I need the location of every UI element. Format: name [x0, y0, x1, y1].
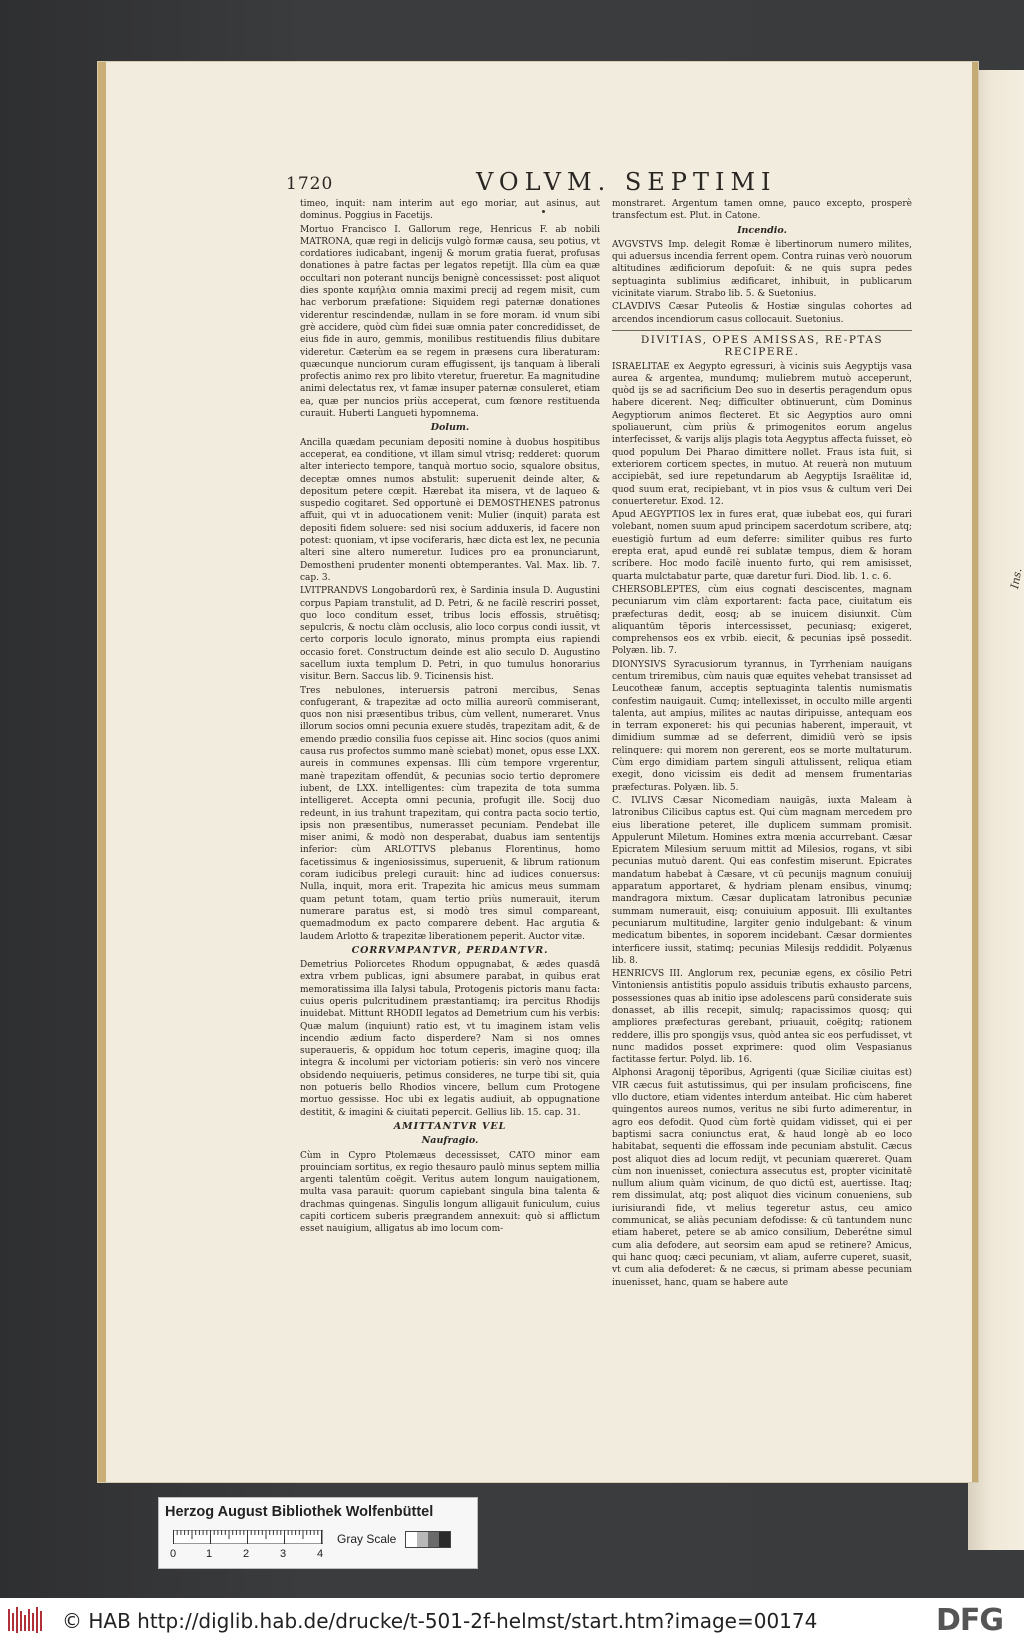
paragraph: AVGVSTVS Imp. delegit Romæ è libertinorum numero milites, qui aduersus incendia ferrent opem. Contra ruinas verò nouorum altitudines ædificiorum depoſuit: & ne quis supra pedes septuaginta sublimius ædificaret, inhibuit, in publicarum vicinitate viarum. Strabo lib. 5. & Suetonius. — [612, 239, 912, 300]
ruler-scale — [173, 1530, 323, 1544]
paragraph: Demetrius Poliorcetes Rhodum oppugnabat, & ædes quasdā extra vrbem publicas, igni absumere parabat, in quibus erat memoratissima illa Ialysi tabula, Protogenis pictoris manu facta: cuius operis pulcritudinem præstantiamq; ira percitus Rhodijs inuidebat. Mittunt RHODII legatos ad Demetrium cum his verbis: Quæ malum (inquiunt) ratio est, vt tu imaginem istam velis incendio ædium facto disperdere? Nam si nos omnes superaueris, & oppidum hoc totum ceperis, imagine quoq; illa integra & incolumi per victoriam potieris: sin verò nos vincere obsidendo nequiueris, petimus consideres, ne turpe tibi sit, quia non potueris bello Rhodios vincere, bellum cum Protogene mortuo gessisse. Hoc ubi ex legatis audiuit, ab oppugnatione destitit, & imagini & ciuitati pepercit. Gellius lib. 15. cap. 31. — [300, 960, 600, 1118]
gray-swatch — [417, 1532, 428, 1547]
section-heading: Incendio. — [737, 224, 787, 236]
margin-annotation: Ins. — [1008, 567, 1024, 590]
running-head — [286, 168, 846, 198]
gray-swatch — [406, 1532, 417, 1547]
gray-scale-label: Gray Scale — [337, 1532, 397, 1546]
paragraph: monstraret. Argentum tamen omne, pauco excepto, prosperè transfectum est. Plut. in Catone. — [612, 199, 912, 222]
section-heading: Dolum. — [430, 422, 470, 434]
paragraph: timeo, inquit: nam interim aut ego moriar, aut asinus, aut dominus. Poggius in Facetijs. — [300, 199, 600, 222]
paragraph: Mortuo Francisco I. Gallorum rege, Henricus F. ab nobili MATRONA, quæ regi in delicijs vulgò formæ causa, seu potius, vt cordatiores iudicabant, ingenij & morum gratia fuerat, profusas donationes à patre factas per legatos repetijt. Illa cùm ea quæ occultari non poterant nuncijs benignè concessisset: post aliquot dies sponte καμήλια omnia maximi precij ad regem misit, cum hac verborum præfatione: Siquidem regi paternæ donationes viderentur rescindendæ, nullam in se fore moram. id vnum sibi grè accidere, quòd cùm fidei suæ omnia pater concredidisset, de eius fide in auro, gemmis, monilibus restituendis filius dubitare videretur. Cæterùm ea se regem in præsens cura liberaturam: quæcunque nunciorum curam effugissent, ijs tanquam à liberali profectis animo rex pro libito vteretur, frueretur. Ea magnitudine animi delectatus rex, vt famæ insuper paternæ consuleret, etiam ea, quæ per nuncios priùs acceperat, cum fœnore restituenda curauit. Huberti Langueti hypomnema. — [300, 224, 600, 420]
paragraph: ISRAELITAE ex Aegypto egressuri, à vicinis suis Aegyptijs vasa aurea & argentea, mundumq; muliebrem mutuò acceperunt, quòd ijs se ad sacrificium Deo suo in desertis peragendum opus habere dicerent. Neq; difficulter obtinuerunt, cùm Dominus Aegyptiorum animos flecteret. Et sic Aegyptios auro omni spoliauerunt, cùm priùs & primogenitos eorum angelus interfecisset, & varijs alijs plagis tota Aegyptus affecta fuisset, eò quod populum Dei Pharao dimittere nollet. Fraus ista fuit, si exteriorem corticem spectes, in mutuo. At reuerà non mutuum accipiebāt, sed iure repetundarum ab Aegyptijs Israëlitæ id, quod suum erat, recipiebant, vt in pios vsus & cultum veri Dei conuerteretur. Exod. 12. — [612, 361, 912, 507]
paragraph: CHERSOBLEPTES, cùm eius cognati desciscentes, magnam pecuniarum vim clàm exportarent: facta pace, ciuitatum eis præfecturas dedit, eosq; ab se inuicem disiunxit. Cùm aliquantūm tēporis intercessisset, pecuniasq; exigeret, comprehensos eos ex vrbib. eiecit, & pecunias ipsē possedit. Polyæn. lib. 7. — [612, 584, 912, 657]
scale-number: 4 — [317, 1548, 324, 1560]
left-column — [300, 198, 600, 1348]
paragraph: Alphonsi Aragonij tēporibus, Agrigenti (quæ Siciliæ ciuitas est) VIR cæcus fuit astutissimus, qui per insulam proficiscens, fine vllo ductore, etiam videntes interdum anteibat. Hic cùm haberet quingentos aureos numos, veritus ne sibi furto adimerentur, in agro eos defodit. Quod cùm fortè quidam vidisset, qui ei per baptismi sacra coniunctus erat, & haud longè ab eo loco habitabat, sequenti die effossam inde pecuniam abstulit. Cæcus post aliquot dies ad locum redijt, vt pecuniam quæreret. Quam cùm non inuenisset, coniectura assecutus est, propter vicinitatē nullum alium quàm vicinum, de quo dictū est, auertisse. Itaq; rem dissimulat, atq; post aliquot dies vicinum conueniens, sub iurisiurandi fide, vt melius tegeretur astus, ceu amico communicat, se aliàs pecuniam defodisse: & cū tantundem nunc etiam haberet, petere se ab amico consilium, Deberétne simul cum alia defodere, aut seorsim eam apud se retinere? Amicus, qui hanc quoq; cæci pecuniam, vt aliam, auferre cuperet, suasit, vt cum alia defoderet: & ne cæcus, si primam abesse pecuniam inuenisset, hanc, quam se habere aute — [612, 1068, 912, 1288]
paragraph: Cùm in Cypro Ptolemæus decessisset, CATO minor eam prouinciam sortitus, ex regio thesauro paulò minus septem millia argenti talentūm coëgit. Veritus autem longum nauigationem, multa vasa parauit: quorum capiebant singula bina talenta & drachmas quingenas. Singulis longum alligauit funiculum, cuius capiti corticem suberis prægrandem annexuit: quò si afflictum esset nauigium, alligatus ab imo locum com- — [300, 1150, 600, 1235]
hab-logo-icon — [8, 1607, 44, 1633]
paragraph: DIONYSIVS Syracusiorum tyrannus, in Tyrrheniam nauigans centum triremibus, cùm nauis quæ equites vehebat transisset ad Leucotheæ fanum, acceptis septuaginta talentis numismatis confestim nauigauit. Cumq; intellexisset, in occulto mille argenti talenta, aut ampius, milites ac nautas diripuisse, antequam eos in terram exponeret: his qui pecunias haberent, imperauit, vt dimidium summæ ad se deferrent, dimidiū verò se ipsis relinquere: qui morem non gererent, eos se morte multaturum. Cùm ergo dimidiam partem singuli attulissent, reliqua etiam exegit, dono vicissim eis dedit ad mensem frumentarias præfecturas. Polyæn. lib. 5. — [612, 659, 912, 793]
paragraph: Tres nebulones, interuersis patroni mercibus, Senas confugerant, & trapezitæ ad octo millia aureorū commiserant, quos non nisi præsentibus tribus, cùm vellent, numeraret. Vnus illorum socios omni pecunia exuere studēs, trapezitam adit, & de emendo prædio consilia fuos cepisse ait. Hinc socios (quos animi causa rus profectos summo manè sciebat) monet, opus esse LXX. aureis in communes expensas. Illi cùm tempore vrgerentur, manè trapezitam offendūt, & pecunias socio tertio depromere iubent, de LXX. intelligentes: cùm trapezita de tota summa intelligeret. Accepta omni pecunia, profugit ille. Socij duo redeunt, in ius trahunt trapezitam, qui contra pacta socio tertio, ipsis non præsentibus, numerasset pecuniam. Pendebat ille miser animi, & modò non desperabat, duabus iam sententijs inferior: cùm ARLOTTVS plebanus Florentinus, homo facetissimus & ingeniosissimus, superuenit, & librum rationum coram iudicibus prelegi curauit: hinc ad iudices conuersus: Nulla, inquit, mora erit. Trapezita hic amicus meus summam quam petunt totam, quam tertio priùs numerauit, iterum numerare paratus est, si modò tres simul compareant, quemadmodum ex pacto comparere debent. Hac argutia & laudem Arlotto & trapezitæ liberationem peperit. Auctor vitæ. — [300, 685, 600, 942]
right-column — [612, 198, 912, 1348]
footer-bar — [0, 1598, 1024, 1642]
card-title: Herzog August Bibliothek Wolfenbüttel — [165, 1504, 434, 1520]
source-url[interactable]: © HAB http://diglib.hab.de/drucke/t-501-2f-helmst/start.htm?image=00174 — [62, 1609, 818, 1633]
gray-swatch — [428, 1532, 439, 1547]
paragraph: CLAVDIVS Cæsar Puteolis & Hostiæ singulas cohortes ad arcendos incendiorum casus collocauit. Suetonius. — [612, 302, 912, 325]
gray-swatch — [439, 1532, 450, 1547]
scale-number: 1 — [206, 1548, 213, 1560]
paragraph: Apud AEGYPTIOS lex in fures erat, quæ iubebat eos, qui furari volebant, nomen suum apud principem sacerdotum scribere, atq; euestigiò furtum ad eum deferre: similiter quibus res furto erepta erat, apud eundē rei sublatæ tempus, diem & horam scribere. Hoc modo facilè inuento furto, qui rem amisisset, quarta mulctabatur parte, quæ daretur furi. Diod. lib. 1. c. 6. — [612, 510, 912, 582]
page-title: VOLVM. SEPTIMI — [476, 168, 777, 196]
section-heading: CORRVMPANTVR, PERDANTVR. — [351, 944, 549, 956]
section-subheading: Naufragio. — [421, 1135, 479, 1147]
scale-number: 2 — [243, 1548, 250, 1560]
book-page — [98, 62, 1024, 1482]
section-heading: AMITTANTVR VEL — [393, 1120, 507, 1132]
paragraph: LVITPRANDVS Longobardorū rex, è Sardinia insula D. Augustini corpus Papiam transtulit, ad D. Petri, & ne facilè rescriri posset, quo loco conditum esset, tribus locis effossis, struētisq; sepulcris, & noctu clàm occlusis, alio loco corpus condi iussit, vt certo corporis loculo ignorato, minus prompta eius rapiendi occasio foret. Constructum deinde est alio seculo D. Augustino sacellum iuxta templum D. Petri, in quo tumulus honorarius visitur. Bern. Saccus lib. 9. Ticinensis hist. — [300, 586, 600, 683]
section-heading: DIVITIAS, OPES AMISSAS, RE-PTAS RECIPERE. — [612, 330, 912, 359]
page-number: 1720 — [286, 174, 334, 194]
dfg-logo: DFG — [936, 1603, 1004, 1638]
paragraph: C. IVLIVS Cæsar Nicomediam nauigās, iuxta Maleam à latronibus Cilicibus captus est. Qui cùm magnam mercedem pro eius liberatione peteret, ille duplicem summam promisit. Appulerunt Miletum. Homines extra mœnia accurrebant. Cæsar Epicratem Milesium seruum mittit ad Milesios, rogans, vt sibi pecunias mutuò darent. Qui eas confestim miserunt. Epicrates mandatum habebat à Cæsare, vt cū pecunijs magnum conuiuij apparatum apportaret, & hydriam plenam ensibus, vinumq; mandragora mixtum. Cæsar duplicatam latronibus pecuniæ summam numerauit, eisq; conuiuium apposuit. Illi exultantes pecuniarum multitudine, largiter genio indulgebant: & vinum medicatum bibentes, in soporem incidebant. Cæsar dormientes interficere iussit, statimq; pecunias Milesijs reddidit. Polyænus lib. 8. — [612, 795, 912, 966]
color-reference-card — [158, 1497, 478, 1569]
scale-number: 0 — [170, 1548, 177, 1560]
paragraph: Ancilla quædam pecuniam depositi nomine à duobus hospitibus acceperat, ea conditione, vt illam simul vtrisq; redderet: quorum alter interiecto tempore, tanquà mortuo socio, squalore obsitus, deceptæ omnes numos abstulit: superuenit deinde alter, & depositum petere cœpit. Hærebat ita misera, vt de laqueo & suspedio cogitaret. Sed opportunè ei DEMOSTHENES patronus affuit, qui vt in aduocationem venit: Mulier (inquit) parata est depositi fidem soluere: sed nisi socium adduxeris, id facere non potest: quoniam, vt ipse vociferaris, hæc dicta est lex, ne pecunia alteri sine altero numeretur. Iudices pro ea pronunciarunt, Demostheni prudenter monenti obtemperantes. Val. Max. lib. 7. cap. 3. — [300, 437, 600, 583]
scale-number: 3 — [280, 1548, 287, 1560]
paragraph: HENRICVS III. Anglorum rex, pecuniæ egens, ex cōsilio Petri Vintoniensis antistitis populo assiduis tributis exhausto parcens, possessiones quas ab initio ipse adolescens parū considerate suis donasset, ab illis recepit, simulq; rapacissimos quosq; qui ampliores præfecturas gerebant, priuauit, coëgitq; rationem reddere, illis pro spongijs vsus, quòd antea sic eos perfudisset, vt nunc madidos posset exprimere: quod olim Vespasianus factitasse fertur. Polyd. lib. 16. — [612, 969, 912, 1066]
gray-scale-swatches — [405, 1531, 451, 1548]
